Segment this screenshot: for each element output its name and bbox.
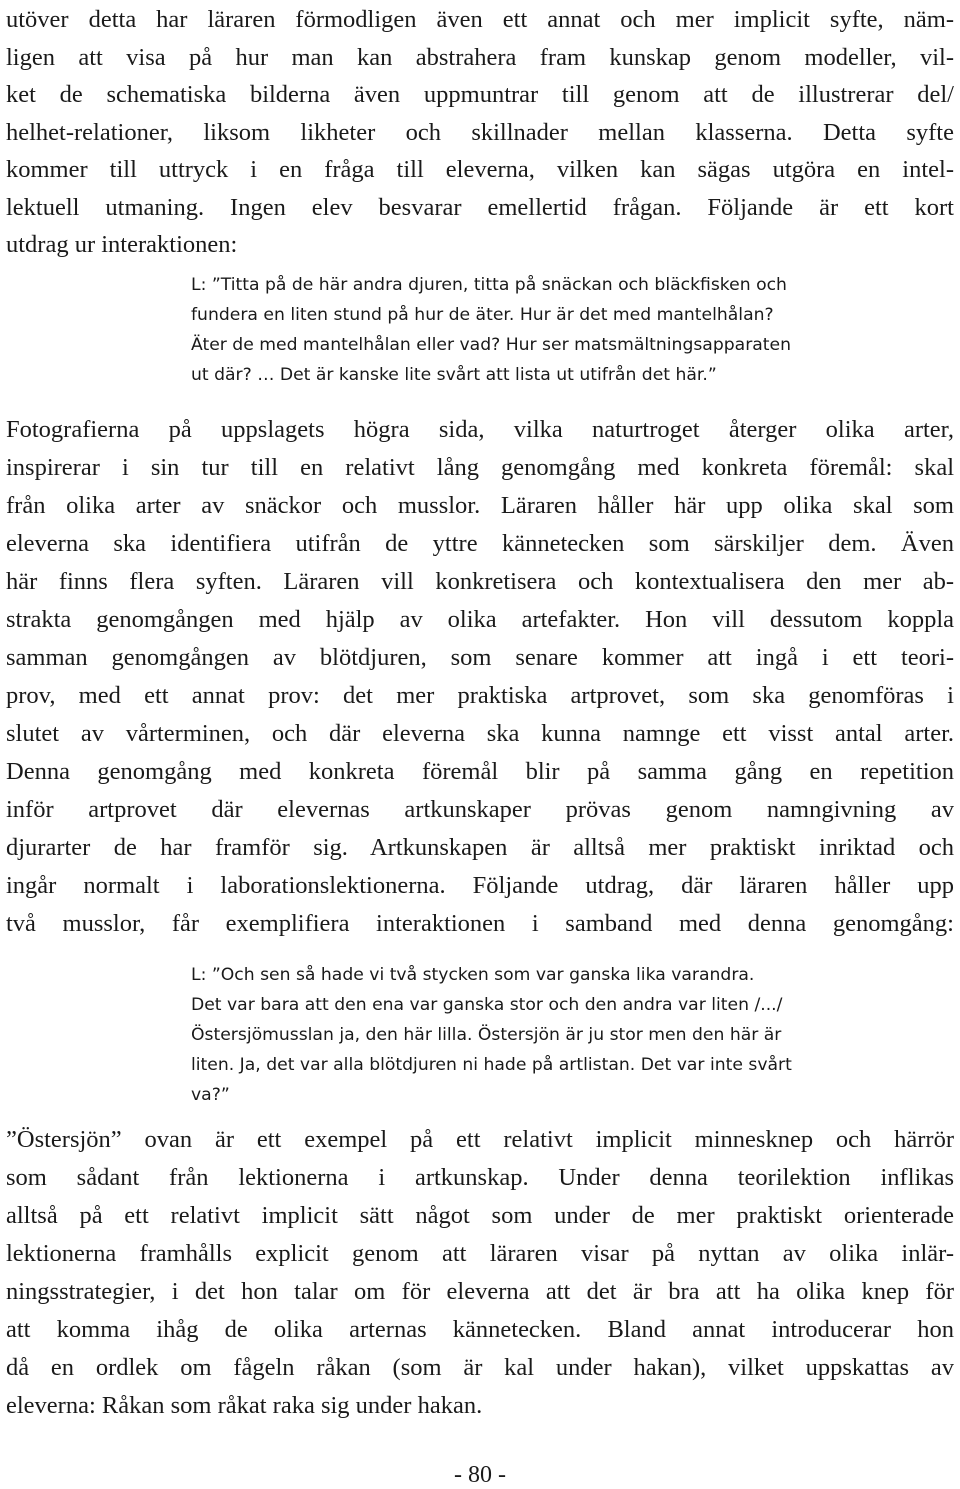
quote-line: Östersjömusslan ja, den här lilla. Östersjön är ju stor men den här är bbox=[191, 1025, 782, 1045]
paragraph-line: eleverna ska identifiera utifrån de yttre kännetecken som särskiljer dem. Även bbox=[6, 530, 954, 557]
paragraph-line: strakta genomgången med hjälp av olika artefakter. Hon vill dessutom koppla bbox=[6, 606, 954, 633]
paragraph-line: att komma ihåg de olika arternas kännetecken. Bland annat introducerar hon bbox=[6, 1316, 954, 1343]
quote-line: L: ”Och sen så hade vi två stycken som var ganska lika varandra. bbox=[191, 965, 755, 985]
paragraph-line: Denna genomgång med konkreta föremål blir på samma gång en repetition bbox=[6, 758, 954, 785]
paragraph-line: djurarter de har framför sig. Artkunskapen är alltså mer praktiskt inriktad och bbox=[6, 834, 954, 861]
paragraph-line: helhet-relationer, liksom likheter och skillnader mellan klasserna. Detta syfte bbox=[6, 119, 954, 146]
paragraph-line: utöver detta har läraren förmodligen även ett annat och mer implicit syfte, näm- bbox=[6, 6, 954, 33]
paragraph-line: kommer till uttryck i en fråga till eleverna, vilken kan sägas utgöra en intel- bbox=[6, 156, 954, 183]
paragraph-line: från olika arter av snäckor och musslor. Läraren håller här upp olika skal som bbox=[6, 492, 954, 519]
quote-line: Det var bara att den ena var ganska stor och den andra var liten /.../ bbox=[191, 995, 783, 1015]
paragraph-line: samman genomgången av blötdjuren, som senare kommer att ingå i ett teori- bbox=[6, 644, 954, 671]
paragraph-line: ”Östersjön” ovan är ett exempel på ett relativt implicit minnesknep och härrör bbox=[6, 1126, 954, 1153]
quote-line: Äter de med mantelhålan eller vad? Hur ser matsmältningsapparaten bbox=[191, 335, 791, 355]
paragraph-line: här finns flera syften. Läraren vill konkretisera och kontextualisera den mer ab- bbox=[6, 568, 954, 595]
paragraph-line: utdrag ur interaktionen: bbox=[6, 231, 238, 258]
paragraph-line: alltså på ett relativt implicit sätt något som under de mer praktiskt orienterade bbox=[6, 1202, 954, 1229]
paragraph-line: lektuell utmaning. Ingen elev besvarar emellertid frågan. Följande är ett kort bbox=[6, 194, 954, 221]
paragraph-line: Fotografierna på uppslagets högra sida, vilka naturtroget återger olika arter, bbox=[6, 416, 954, 443]
paragraph-line: då en ordlek om fågeln råkan (som är kal under hakan), vilket uppskattas av bbox=[6, 1354, 954, 1381]
quote-line: va?” bbox=[191, 1085, 230, 1105]
quote-line: liten. Ja, det var alla blötdjuren ni hade på artlistan. Det var inte svårt bbox=[191, 1055, 792, 1075]
paragraph-line: ket de schematiska bilderna även uppmuntrar till genom att de illustrerar del/ bbox=[6, 81, 954, 108]
paragraph-line: inspirerar i sin tur till en relativt lång genomgång med konkreta föremål: skal bbox=[6, 454, 954, 481]
quote-line: fundera en liten stund på hur de äter. Hur är det med mantelhålan? bbox=[191, 305, 774, 325]
paragraph-line: eleverna: Råkan som råkat raka sig under hakan. bbox=[6, 1392, 483, 1419]
paragraph-line: ingår normalt i laborationslektionerna. Följande utdrag, där läraren håller upp bbox=[6, 872, 954, 899]
paragraph-line: som sådant från lektionerna i artkunskap. Under denna teorilektion inflikas bbox=[6, 1164, 954, 1191]
paragraph-line: prov, med ett annat prov: det mer praktiska artprovet, som ska genomföras i bbox=[6, 682, 954, 709]
quote-line: L: ”Titta på de här andra djuren, titta på snäckan och bläckfisken och bbox=[191, 275, 787, 295]
paragraph-line: ligen att visa på hur man kan abstrahera fram kunskap genom modeller, vil- bbox=[6, 44, 954, 71]
paragraph-line: slutet av vårterminen, och där eleverna ska kunna namnge ett visst antal arter. bbox=[6, 720, 954, 747]
paragraph-line: ningsstrategier, i det hon talar om för eleverna att det är bra att ha olika knep för bbox=[6, 1278, 954, 1305]
paragraph-line: inför artprovet där elevernas artkunskaper prövas genom namngivning av bbox=[6, 796, 954, 823]
paragraph-line: lektionerna framhålls explicit genom att läraren visar på nyttan av olika inlär- bbox=[6, 1240, 954, 1267]
page-number: - 80 - bbox=[454, 1462, 506, 1488]
quote-line: ut där? … Det är kanske lite svårt att lista ut utifrån det här.” bbox=[191, 365, 717, 385]
paragraph-line: två musslor, får exemplifiera interaktionen i samband med denna genomgång: bbox=[6, 910, 954, 937]
